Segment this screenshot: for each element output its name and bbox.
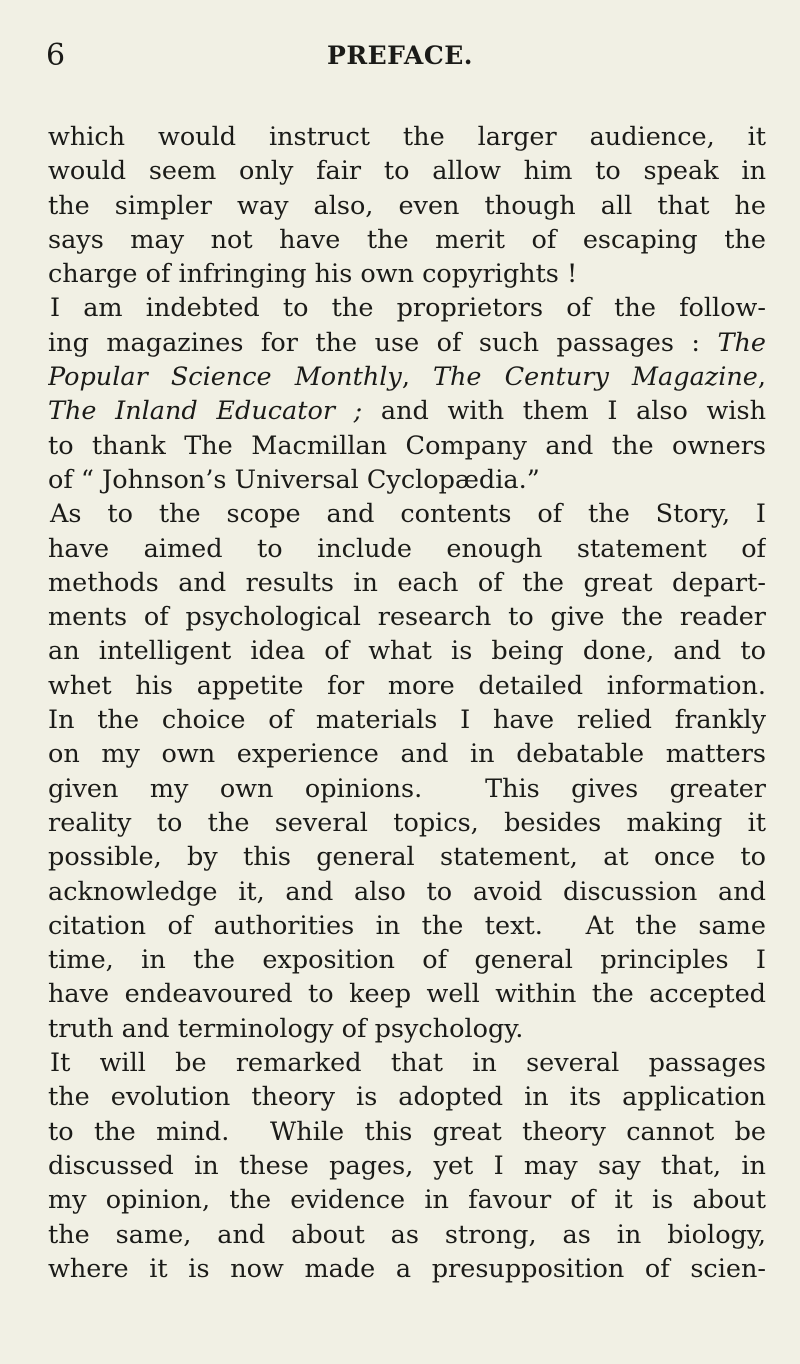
text-fragment: an intelligent idea of what is being done, and to [48, 636, 766, 667]
text-fragment: whet his appetite for more detailed information. [48, 670, 766, 701]
text-fragment: to the mind. While this great theory cannot be [48, 1116, 766, 1147]
text-line [48, 120, 766, 154]
italic-title: Popular Science Monthly [48, 362, 402, 393]
text-line [48, 1149, 766, 1183]
italic-title: The Inland Educator ; [48, 396, 363, 427]
header-title: PREFACE. [327, 41, 473, 70]
italic-title: The Century Magazine [432, 362, 758, 393]
text-fragment: citation of authorities in the text. At the same [48, 910, 766, 941]
text-line [48, 943, 766, 977]
text-fragment: and with them I also wish [362, 396, 766, 427]
text-line [48, 1218, 766, 1252]
text-line [48, 566, 766, 600]
text-line [48, 326, 766, 360]
text-fragment: I am indebted to the proprietors of the follow- [50, 293, 766, 324]
text-fragment: to thank The Macmillan Company and the owners [48, 430, 766, 461]
text-fragment: where it is now made a presupposition of scien- [48, 1253, 766, 1284]
text-fragment: my opinion, the evidence in favour of it is about [48, 1185, 766, 1216]
text-line [48, 1183, 766, 1217]
text-line [48, 429, 766, 463]
text-fragment: It will be remarked that in several passages [50, 1048, 766, 1079]
page-number: 6 [46, 38, 66, 73]
text-line [48, 909, 766, 943]
text-fragment: discussed in these pages, yet I may say that, in [48, 1150, 766, 1181]
text-fragment: charge of infringing his own copyrights ! [48, 259, 578, 290]
text-fragment: on my own experience and in debatable matters [48, 739, 766, 770]
text-line [48, 875, 766, 909]
text-fragment: acknowledge it, and also to avoid discussion and [48, 876, 766, 907]
text-fragment: have endeavoured to keep well within the accepted [48, 979, 766, 1010]
text-fragment: which would instruct the larger audience, it [48, 122, 766, 152]
text-line [48, 1252, 766, 1286]
text-line [48, 189, 766, 223]
text-fragment: methods and results in each of the great depart- [48, 567, 766, 598]
text-fragment: ments of psychological research to give the reader [48, 602, 766, 633]
text-line [48, 840, 766, 874]
text-line [48, 394, 766, 428]
text-fragment: the evolution theory is adopted in its application [48, 1082, 766, 1113]
text-fragment: of “ Johnson’s Universal Cyclopædia.” [48, 464, 540, 495]
text-fragment: says may not have the merit of escaping the [48, 224, 766, 255]
text-fragment: reality to the several topics, besides making it [48, 807, 766, 838]
text-line [48, 669, 766, 703]
text-fragment: truth and terminology of psychology. [48, 1013, 524, 1044]
text-line [48, 463, 766, 497]
text-line [48, 977, 766, 1011]
text-line [48, 737, 766, 771]
text-fragment: , [757, 362, 766, 393]
text-line [48, 497, 766, 531]
running-head [28, 36, 772, 84]
text-line [48, 360, 766, 394]
text-fragment: the same, and about as strong, as in biology, [48, 1219, 766, 1250]
text-fragment: would seem only fair to allow him to speak in [48, 156, 766, 187]
text-line [48, 257, 766, 291]
text-line [48, 772, 766, 806]
text-fragment: As to the scope and contents of the Story, I [50, 499, 766, 530]
text-fragment: ing magazines for the use of such passages : [48, 327, 718, 358]
text-line [48, 1012, 766, 1046]
text-fragment: have aimed to include enough statement of [48, 533, 766, 564]
text-fragment: In the choice of materials I have relied frankly [48, 705, 766, 736]
text-line [48, 600, 766, 634]
text-line [48, 532, 766, 566]
preface-body-text [48, 120, 766, 1286]
text-line [48, 1080, 766, 1114]
text-fragment: , [401, 362, 433, 393]
text-line [48, 634, 766, 668]
text-line [48, 806, 766, 840]
text-line [48, 223, 766, 257]
text-line [48, 291, 766, 325]
text-line [48, 1115, 766, 1149]
text-fragment: possible, by this general statement, at once to [48, 842, 766, 873]
text-fragment: time, in the exposition of general principles I [48, 945, 766, 976]
italic-title: The [717, 327, 766, 358]
text-line [48, 1046, 766, 1080]
text-fragment: the simpler way also, even though all that he [48, 190, 766, 221]
text-line [48, 154, 766, 188]
text-fragment: given my own opinions. This gives greater [48, 773, 766, 804]
text-line [48, 703, 766, 737]
